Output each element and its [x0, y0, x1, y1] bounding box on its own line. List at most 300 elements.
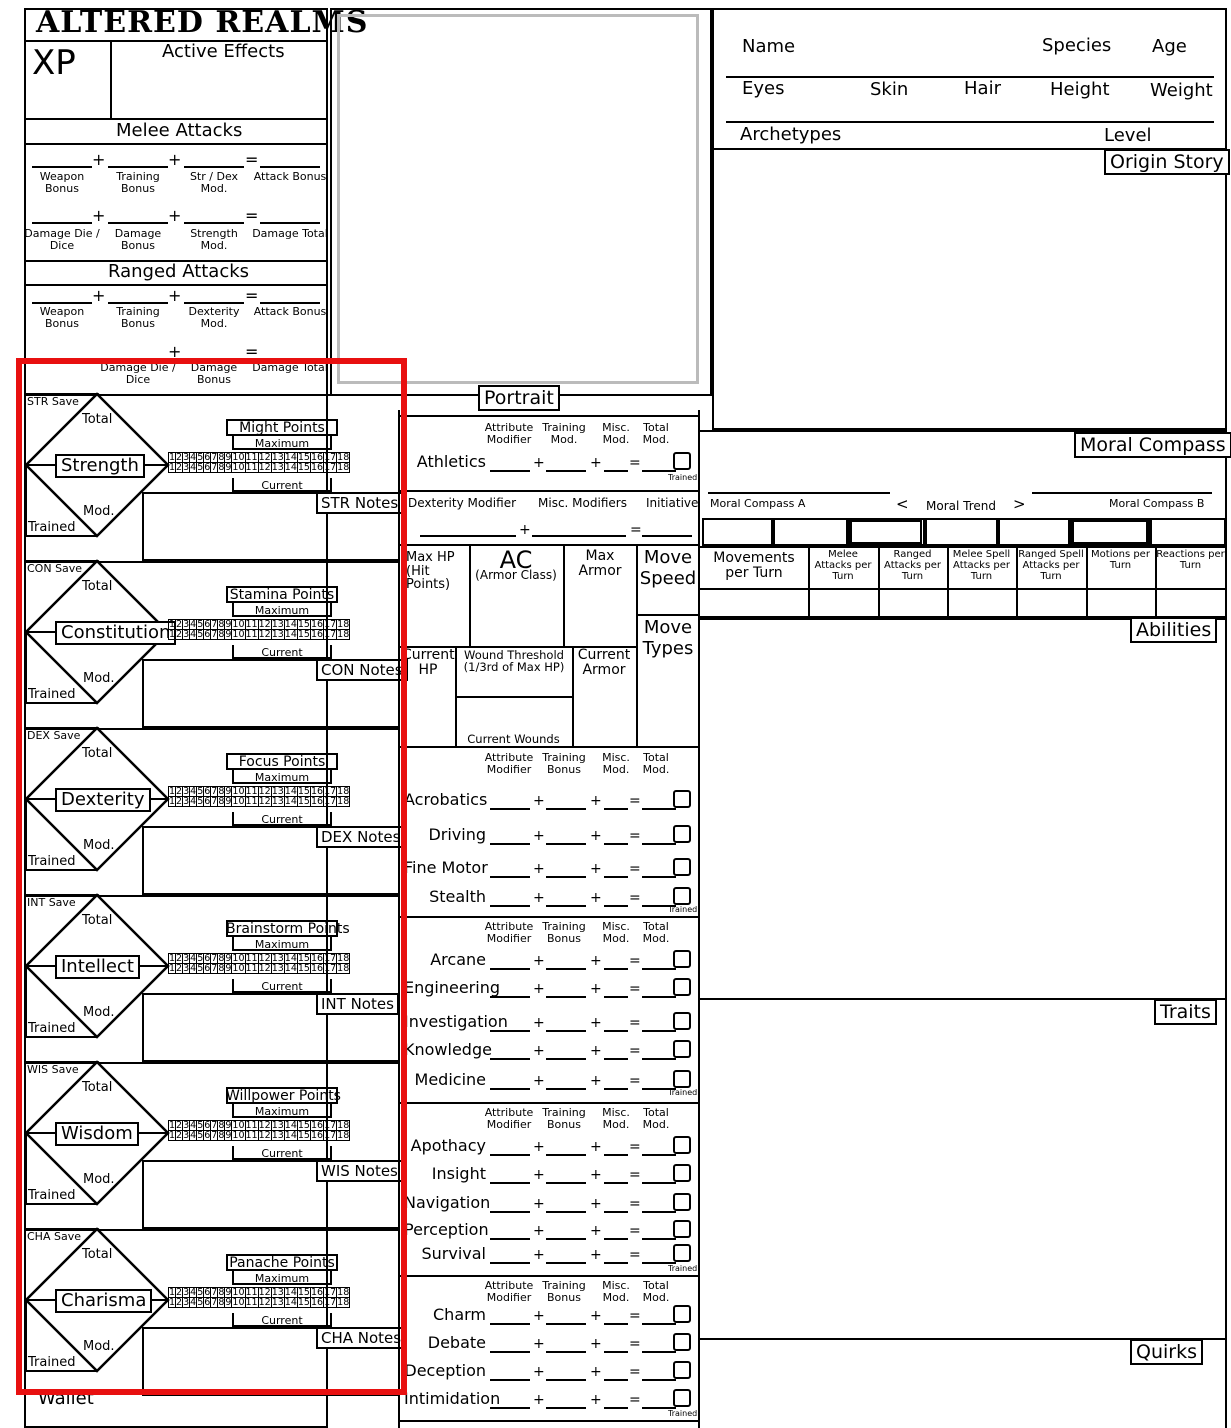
point-box[interactable]: 15 [297, 462, 310, 473]
mod-label: Mod. [83, 671, 115, 686]
sheet-title: ALTERED REALMS [36, 5, 369, 40]
point-box[interactable]: 17 [324, 796, 337, 807]
point-box[interactable]: 6 [204, 953, 211, 964]
plus-sign: + [533, 890, 545, 906]
trained-checkbox[interactable] [673, 1361, 691, 1379]
point-box[interactable]: 5 [197, 963, 204, 974]
point-box[interactable]: 1 [169, 796, 176, 807]
point-box[interactable]: 6 [204, 619, 211, 630]
point-box[interactable]: 13 [271, 462, 284, 473]
point-box[interactable]: 8 [218, 1287, 225, 1298]
point-box[interactable]: 14 [284, 953, 297, 964]
point-box[interactable]: 12 [258, 462, 271, 473]
point-box[interactable]: 15 [297, 1297, 310, 1308]
point-box[interactable]: 16 [310, 452, 324, 463]
point-box[interactable]: 5 [197, 452, 204, 463]
active-effects-label: Active Effects [162, 41, 285, 62]
point-box[interactable]: 4 [190, 963, 197, 974]
point-box[interactable]: 4 [190, 1287, 197, 1298]
trained-checkbox[interactable] [673, 1389, 691, 1407]
point-box[interactable]: 18 [337, 629, 350, 640]
origin-story-label: Origin Story [1104, 149, 1230, 175]
point-box[interactable]: 8 [218, 619, 225, 630]
notes-label: DEX Notes [316, 826, 405, 848]
point-box[interactable]: 5 [197, 1120, 204, 1131]
point-box[interactable]: 10 [232, 452, 245, 463]
point-box[interactable]: 2 [176, 1130, 183, 1141]
point-box[interactable]: 11 [245, 963, 258, 974]
point-box[interactable]: 18 [337, 452, 350, 463]
point-box[interactable]: 10 [232, 619, 245, 630]
point-box[interactable]: 2 [176, 462, 183, 473]
point-box[interactable]: 8 [218, 462, 225, 473]
point-box[interactable]: 18 [337, 796, 350, 807]
point-box[interactable]: 3 [183, 1130, 190, 1141]
point-box[interactable]: 14 [284, 963, 297, 974]
point-box[interactable]: 11 [245, 452, 258, 463]
height-label: Height [1050, 79, 1110, 100]
moral-trend-gt: > [1013, 495, 1026, 513]
point-box[interactable]: 17 [324, 462, 337, 473]
attack-field-label: Str / Dex Mod. [189, 170, 239, 195]
point-box[interactable]: 11 [245, 1287, 258, 1298]
point-box[interactable]: 16 [310, 963, 324, 974]
maximum-label: Maximum [254, 771, 310, 784]
point-box[interactable]: 8 [218, 629, 225, 640]
point-box[interactable]: 9 [225, 1297, 232, 1308]
moral-trend-box[interactable] [998, 518, 1070, 546]
point-box[interactable]: 7 [211, 629, 218, 640]
skill-header-total: Total Mod. [642, 1279, 670, 1304]
plus-sign: + [590, 1364, 602, 1380]
point-box[interactable]: 16 [310, 1130, 324, 1141]
point-box[interactable]: 9 [225, 1287, 232, 1298]
point-box[interactable]: 11 [245, 629, 258, 640]
current-label: Current [261, 1314, 303, 1327]
point-box[interactable]: 3 [183, 963, 190, 974]
point-box[interactable]: 6 [204, 786, 211, 797]
points-label: Might Points [239, 420, 325, 436]
plus-sign: + [168, 206, 182, 225]
trained-checkbox[interactable] [673, 1012, 691, 1030]
point-box[interactable]: 6 [204, 796, 211, 807]
trained-checkbox[interactable] [673, 1040, 691, 1058]
weight-label: Weight [1150, 80, 1213, 101]
trained-checkbox[interactable] [673, 1305, 691, 1323]
point-box[interactable]: 16 [310, 786, 324, 797]
trained-checkbox[interactable] [673, 1333, 691, 1351]
point-box[interactable]: 13 [271, 786, 284, 797]
point-box[interactable]: 3 [183, 619, 190, 630]
trained-checkbox[interactable] [673, 1164, 691, 1182]
point-box[interactable]: 16 [310, 629, 324, 640]
plus-sign: + [533, 1364, 545, 1380]
point-box[interactable]: 10 [232, 462, 245, 473]
point-box[interactable]: 11 [245, 1297, 258, 1308]
point-box[interactable]: 9 [225, 629, 232, 640]
point-box[interactable]: 6 [204, 1297, 211, 1308]
point-box[interactable]: 1 [169, 619, 176, 630]
point-box[interactable]: 1 [169, 1120, 176, 1131]
point-box[interactable]: 4 [190, 452, 197, 463]
point-box[interactable]: 15 [297, 1120, 310, 1131]
equals-sign: = [629, 1247, 641, 1263]
attack-field-label: Damage Total [252, 361, 328, 374]
point-box[interactable]: 5 [197, 619, 204, 630]
point-box[interactable]: 18 [337, 619, 350, 630]
point-box[interactable]: 6 [204, 1120, 211, 1131]
skill-name: Fine Motor [404, 858, 488, 877]
point-box[interactable]: 12 [258, 619, 271, 630]
per-turn-label: Movements per Turn [713, 550, 795, 582]
point-box[interactable]: 18 [337, 963, 350, 974]
point-box[interactable]: 13 [271, 1287, 284, 1298]
point-box[interactable]: 10 [232, 963, 245, 974]
point-box[interactable]: 1 [169, 629, 176, 640]
point-box[interactable]: 8 [218, 452, 225, 463]
point-box[interactable]: 4 [190, 462, 197, 473]
point-box[interactable]: 4 [190, 629, 197, 640]
point-box[interactable]: 6 [204, 1130, 211, 1141]
point-box[interactable]: 9 [225, 452, 232, 463]
point-box[interactable]: 18 [337, 1287, 350, 1298]
moral-trend-box[interactable] [1150, 518, 1226, 546]
point-box[interactable]: 9 [225, 953, 232, 964]
point-box[interactable]: 8 [218, 1130, 225, 1141]
equals-sign: = [629, 953, 641, 969]
point-box[interactable]: 1 [169, 963, 176, 974]
point-box[interactable]: 3 [183, 452, 190, 463]
point-box[interactable]: 16 [310, 619, 324, 630]
point-box[interactable]: 2 [176, 452, 183, 463]
point-box[interactable]: 14 [284, 1130, 297, 1141]
point-box[interactable]: 4 [190, 953, 197, 964]
total-label: Total [82, 1247, 113, 1262]
point-box[interactable]: 1 [169, 953, 176, 964]
point-box[interactable]: 7 [211, 462, 218, 473]
point-box[interactable]: 1 [169, 1297, 176, 1308]
point-box[interactable]: 15 [297, 629, 310, 640]
point-box[interactable]: 11 [245, 953, 258, 964]
plus-sign: + [533, 455, 545, 471]
point-box[interactable]: 18 [337, 1130, 350, 1141]
point-box[interactable]: 7 [211, 1287, 218, 1298]
equals-sign: = [629, 793, 641, 809]
point-box[interactable]: 17 [324, 452, 337, 463]
point-box[interactable]: 3 [183, 462, 190, 473]
trained-checkbox[interactable] [673, 825, 691, 843]
point-box[interactable]: 13 [271, 953, 284, 964]
point-box[interactable]: 15 [297, 786, 310, 797]
point-box[interactable]: 7 [211, 796, 218, 807]
point-box[interactable]: 15 [297, 953, 310, 964]
point-box[interactable]: 8 [218, 963, 225, 974]
point-box[interactable]: 11 [245, 786, 258, 797]
point-box[interactable]: 17 [324, 629, 337, 640]
moral-trend-box[interactable] [702, 518, 773, 546]
point-box[interactable]: 1 [169, 1287, 176, 1298]
trained-checkbox[interactable] [673, 1070, 691, 1088]
point-box[interactable]: 5 [197, 1297, 204, 1308]
point-box[interactable]: 3 [183, 796, 190, 807]
notes-label: CHA Notes [316, 1327, 406, 1349]
point-box[interactable]: 8 [218, 953, 225, 964]
point-box[interactable]: 2 [176, 629, 183, 640]
point-box[interactable]: 17 [324, 953, 337, 964]
equals-sign: = [245, 206, 259, 225]
point-box[interactable]: 13 [271, 619, 284, 630]
point-box[interactable]: 4 [190, 1120, 197, 1131]
point-box[interactable]: 18 [337, 1120, 350, 1131]
trained-checkbox[interactable] [673, 978, 691, 996]
point-box[interactable]: 11 [245, 1120, 258, 1131]
point-box[interactable]: 15 [297, 619, 310, 630]
point-box[interactable]: 13 [271, 796, 284, 807]
point-box[interactable]: 15 [297, 1287, 310, 1298]
point-box[interactable]: 13 [271, 452, 284, 463]
trained-checkbox[interactable] [673, 1244, 691, 1262]
point-box[interactable]: 14 [284, 462, 297, 473]
point-box[interactable]: 3 [183, 629, 190, 640]
moral-compass-label: Moral Compass [1074, 432, 1231, 458]
point-box[interactable]: 12 [258, 1130, 271, 1141]
current-label: Current [261, 1147, 303, 1160]
point-box[interactable]: 14 [284, 786, 297, 797]
moral-trend-box[interactable] [773, 518, 848, 546]
point-box[interactable]: 11 [245, 619, 258, 630]
point-box[interactable]: 12 [258, 963, 271, 974]
point-box[interactable]: 9 [225, 786, 232, 797]
equals-sign: = [629, 890, 641, 906]
point-box[interactable]: 6 [204, 462, 211, 473]
skill-name: Knowledge [404, 1040, 492, 1059]
point-box[interactable]: 12 [258, 1287, 271, 1298]
point-box[interactable]: 1 [169, 452, 176, 463]
attribute-name: Constitution [55, 621, 176, 645]
trained-checkbox[interactable] [673, 887, 691, 905]
point-box[interactable]: 5 [197, 1130, 204, 1141]
abilities-label: Abilities [1130, 617, 1217, 643]
moral-trend-box[interactable] [925, 518, 998, 546]
max-hp-label: Max HP (Hit Points) [406, 550, 455, 593]
point-box[interactable]: 7 [211, 1120, 218, 1131]
point-box[interactable]: 5 [197, 462, 204, 473]
point-box[interactable]: 14 [284, 1120, 297, 1131]
point-box[interactable]: 3 [183, 1120, 190, 1131]
point-box[interactable]: 1 [169, 462, 176, 473]
point-box[interactable]: 4 [190, 796, 197, 807]
point-box[interactable]: 7 [211, 1297, 218, 1308]
point-box[interactable]: 12 [258, 1297, 271, 1308]
skill-name: Intimidation [404, 1389, 501, 1408]
point-box[interactable]: 14 [284, 629, 297, 640]
point-box[interactable]: 7 [211, 786, 218, 797]
point-box[interactable]: 11 [245, 1130, 258, 1141]
point-box[interactable]: 12 [258, 452, 271, 463]
attack-field-label: Dexterity Mod. [188, 305, 240, 330]
point-box[interactable]: 17 [324, 1287, 337, 1298]
attack-field-label: Damage Die / Dice [100, 361, 176, 386]
point-box[interactable]: 16 [310, 796, 324, 807]
point-box[interactable]: 11 [245, 796, 258, 807]
points-label: Willpower Points [226, 1088, 341, 1104]
point-box[interactable]: 16 [310, 953, 324, 964]
point-box[interactable]: 3 [183, 786, 190, 797]
point-box[interactable]: 10 [232, 786, 245, 797]
total-label: Total [82, 412, 113, 427]
point-box[interactable]: 7 [211, 963, 218, 974]
skill-header-training: Training Bonus [542, 1106, 586, 1131]
point-box[interactable]: 11 [245, 462, 258, 473]
point-box[interactable]: 2 [176, 786, 183, 797]
point-box[interactable]: 12 [258, 629, 271, 640]
point-box[interactable]: 9 [225, 796, 232, 807]
point-box[interactable]: 15 [297, 963, 310, 974]
point-box[interactable]: 9 [225, 963, 232, 974]
point-box[interactable]: 9 [225, 1130, 232, 1141]
point-box[interactable]: 10 [232, 953, 245, 964]
equals-sign: = [629, 1167, 641, 1183]
trained-checkbox[interactable] [673, 452, 691, 470]
point-box[interactable]: 18 [337, 462, 350, 473]
point-box[interactable]: 17 [324, 1120, 337, 1131]
equals-sign: = [629, 1336, 641, 1352]
total-label: Total [82, 913, 113, 928]
trained-checkbox[interactable] [673, 1193, 691, 1211]
skill-name: Apothacy [410, 1136, 486, 1155]
point-box[interactable]: 12 [258, 796, 271, 807]
point-box[interactable]: 10 [232, 796, 245, 807]
point-box[interactable]: 16 [310, 1287, 324, 1298]
point-box[interactable]: 10 [232, 1120, 245, 1131]
skill-name: Arcane [430, 950, 486, 969]
point-box[interactable]: 3 [183, 953, 190, 964]
point-box[interactable]: 17 [324, 619, 337, 630]
point-box[interactable]: 6 [204, 963, 211, 974]
point-box[interactable]: 9 [225, 619, 232, 630]
skill-name: Navigation [404, 1193, 491, 1212]
maximum-label: Maximum [254, 604, 310, 617]
point-box[interactable]: 8 [218, 786, 225, 797]
skill-name: Charm [433, 1305, 486, 1324]
point-box[interactable]: 12 [258, 786, 271, 797]
attack-field-label: Weapon Bonus [39, 170, 85, 195]
point-box[interactable]: 10 [232, 1130, 245, 1141]
trained-checkbox[interactable] [673, 1220, 691, 1238]
point-box[interactable]: 2 [176, 963, 183, 974]
equals-sign: = [629, 828, 641, 844]
plus-sign: + [590, 1139, 602, 1155]
point-box[interactable]: 8 [218, 1120, 225, 1131]
point-box[interactable]: 13 [271, 629, 284, 640]
point-box[interactable]: 14 [284, 452, 297, 463]
point-box[interactable]: 17 [324, 963, 337, 974]
point-box[interactable]: 7 [211, 452, 218, 463]
point-box[interactable]: 18 [337, 786, 350, 797]
point-box[interactable]: 2 [176, 619, 183, 630]
point-box[interactable]: 14 [284, 1297, 297, 1308]
point-box[interactable]: 8 [218, 796, 225, 807]
trained-checkbox[interactable] [673, 1136, 691, 1154]
attribute-name: Wisdom [55, 1122, 139, 1146]
point-box[interactable]: 2 [176, 953, 183, 964]
point-box[interactable]: 13 [271, 1120, 284, 1131]
portrait-image-area[interactable] [337, 14, 699, 384]
point-box[interactable]: 12 [258, 1120, 271, 1131]
point-box[interactable]: 10 [232, 629, 245, 640]
point-box[interactable]: 4 [190, 786, 197, 797]
point-box[interactable]: 1 [169, 1130, 176, 1141]
point-box[interactable]: 3 [183, 1287, 190, 1298]
point-box[interactable]: 17 [324, 1130, 337, 1141]
point-box[interactable]: 5 [197, 796, 204, 807]
point-box[interactable]: 6 [204, 452, 211, 463]
point-box[interactable]: 15 [297, 796, 310, 807]
point-box[interactable]: 4 [190, 1297, 197, 1308]
point-box[interactable]: 7 [211, 1130, 218, 1141]
point-box[interactable]: 8 [218, 1297, 225, 1308]
point-box[interactable]: 6 [204, 629, 211, 640]
point-box[interactable]: 5 [197, 1287, 204, 1298]
trained-checkbox[interactable] [673, 858, 691, 876]
plus-sign: + [533, 981, 545, 997]
point-box[interactable]: 2 [176, 1297, 183, 1308]
point-box[interactable]: 9 [225, 462, 232, 473]
point-box[interactable]: 2 [176, 1287, 183, 1298]
point-box[interactable]: 17 [324, 786, 337, 797]
point-box[interactable]: 5 [197, 786, 204, 797]
point-box[interactable]: 16 [310, 462, 324, 473]
point-box[interactable]: 9 [225, 1120, 232, 1131]
equals-sign: = [629, 1364, 641, 1380]
point-box[interactable]: 4 [190, 619, 197, 630]
point-box[interactable]: 5 [197, 629, 204, 640]
point-box[interactable]: 15 [297, 1130, 310, 1141]
point-box[interactable]: 1 [169, 786, 176, 797]
point-box[interactable]: 16 [310, 1120, 324, 1131]
point-box[interactable]: 10 [232, 1297, 245, 1308]
point-box[interactable]: 7 [211, 953, 218, 964]
point-box[interactable]: 16 [310, 1297, 324, 1308]
point-box[interactable]: 12 [258, 953, 271, 964]
trained-checkbox[interactable] [673, 950, 691, 968]
point-box[interactable]: 2 [176, 796, 183, 807]
trained-checkbox[interactable] [673, 790, 691, 808]
point-box[interactable]: 2 [176, 1120, 183, 1131]
plus-sign: + [590, 981, 602, 997]
point-box[interactable]: 5 [197, 953, 204, 964]
point-box[interactable]: 14 [284, 796, 297, 807]
point-box[interactable]: 4 [190, 1130, 197, 1141]
point-box[interactable]: 18 [337, 1297, 350, 1308]
point-box[interactable]: 10 [232, 1287, 245, 1298]
point-box[interactable]: 7 [211, 619, 218, 630]
point-box[interactable]: 14 [284, 619, 297, 630]
point-box[interactable]: 3 [183, 1297, 190, 1308]
equals-sign: = [629, 861, 641, 877]
point-box[interactable]: 17 [324, 1297, 337, 1308]
point-box[interactable]: 6 [204, 1287, 211, 1298]
plus-sign: + [533, 861, 545, 877]
trained-label: Trained [28, 687, 76, 702]
notes-label: STR Notes [316, 492, 403, 514]
point-box[interactable]: 18 [337, 953, 350, 964]
point-box[interactable]: 14 [284, 1287, 297, 1298]
point-box[interactable]: 13 [271, 963, 284, 974]
point-box[interactable]: 13 [271, 1130, 284, 1141]
point-box[interactable]: 13 [271, 1297, 284, 1308]
point-box[interactable]: 15 [297, 452, 310, 463]
